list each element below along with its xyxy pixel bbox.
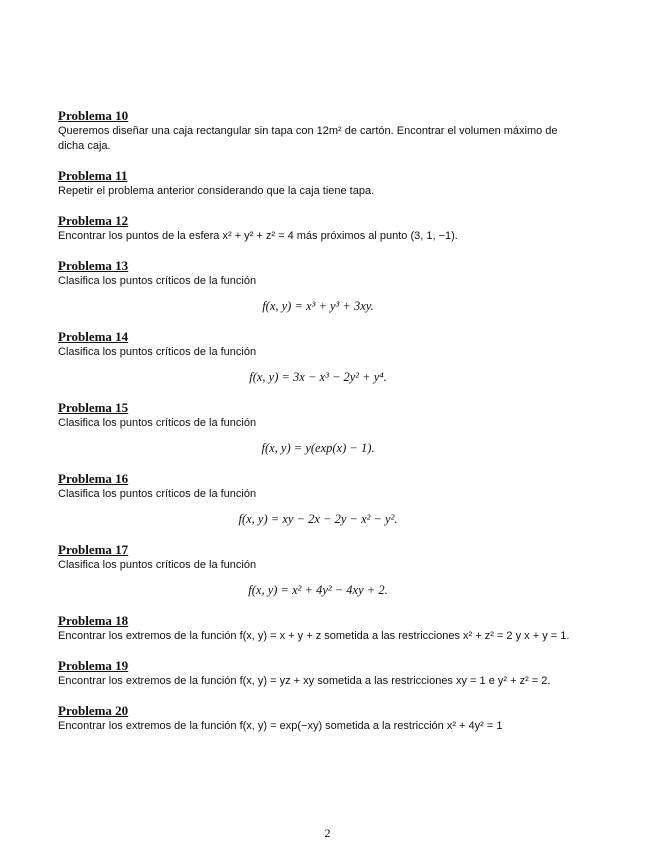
problem-text: Repetir el problema anterior considerando que la caja tiene tapa. <box>58 185 375 197</box>
problem-text: Encontrar los puntos de la esfera x² + y² + z² = 4 más próximos al punto (3, 1, −1). <box>58 230 458 242</box>
problem-title: Problema 10 <box>58 108 129 123</box>
problem-13 <box>58 258 578 315</box>
problem-title: Problema 18 <box>58 613 129 628</box>
problem-equation: f(x, y) = x³ + y³ + 3xy. <box>262 299 374 313</box>
problem-list <box>58 108 578 748</box>
problem-title: Problema 15 <box>58 400 129 415</box>
problem-title: Problema 14 <box>58 329 129 344</box>
problem-title: Problema 19 <box>58 658 129 673</box>
problem-title: Problema 16 <box>58 471 129 486</box>
problem-text: Encontrar los extremos de la función f(x, y) = yz + xy sometida a las restricciones xy = 1 e y² + z² = 2. <box>58 675 551 687</box>
problem-text: Clasifica los puntos críticos de la función <box>58 275 257 287</box>
problem-18 <box>58 613 578 644</box>
problem-title: Problema 12 <box>58 213 129 228</box>
problem-equation: f(x, y) = x² + 4y² − 4xy + 2. <box>248 583 388 597</box>
problem-20 <box>58 703 578 734</box>
problem-11 <box>58 168 578 199</box>
problem-text: Queremos diseñar una caja rectangular sin tapa con 12m² de cartón. Encontrar el volumen máximo de dicha caja. <box>58 125 558 152</box>
page-number: 2 <box>324 826 331 840</box>
problem-title: Problema 20 <box>58 703 129 718</box>
problem-title: Problema 17 <box>58 542 129 557</box>
problem-equation: f(x, y) = y(exp(x) − 1). <box>261 441 375 455</box>
problem-10 <box>58 108 578 154</box>
problem-17 <box>58 542 578 599</box>
problem-text: Encontrar los extremos de la función f(x, y) = x + y + z sometida a las restricciones x² + z² = 2 y x + y = 1. <box>58 630 570 642</box>
problem-equation: f(x, y) = xy − 2x − 2y − x² − y². <box>238 512 398 526</box>
problem-12 <box>58 213 578 244</box>
problem-title: Problema 13 <box>58 258 129 273</box>
problem-title: Problema 11 <box>58 168 128 183</box>
problem-text: Clasifica los puntos críticos de la función <box>58 417 257 429</box>
problem-text: Clasifica los puntos críticos de la función <box>58 346 257 358</box>
problem-text: Clasifica los puntos críticos de la función <box>58 488 257 500</box>
problem-16 <box>58 471 578 528</box>
problem-equation: f(x, y) = 3x − x³ − 2y² + y⁴. <box>249 370 387 384</box>
problem-text: Encontrar los extremos de la función f(x, y) = exp(−xy) sometida a la restricción x² + 4y² = 1 <box>58 720 503 732</box>
problem-15 <box>58 400 578 457</box>
problem-14 <box>58 329 578 386</box>
problem-text: Clasifica los puntos críticos de la función <box>58 559 257 571</box>
problem-19 <box>58 658 578 689</box>
